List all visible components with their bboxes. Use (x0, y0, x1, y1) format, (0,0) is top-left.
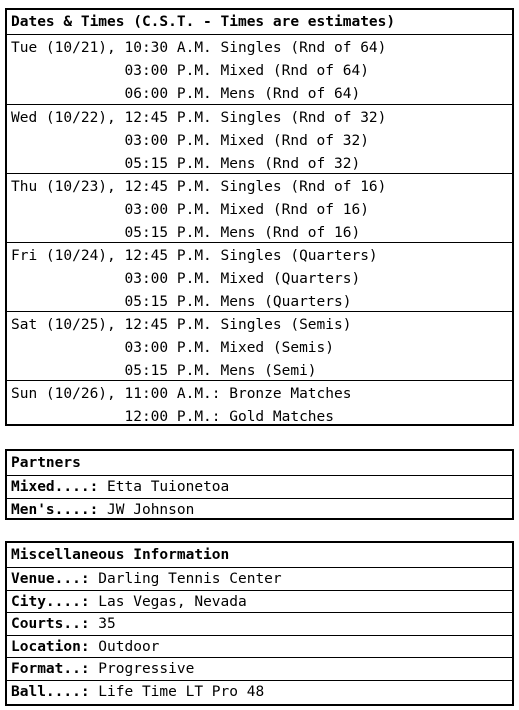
misc-label: Ball....: (11, 683, 90, 700)
partner-label: Men's....: (11, 501, 99, 518)
misc-label: Format..: (11, 661, 90, 677)
misc-row-ball (7, 681, 512, 704)
schedule-line: 12:00 P.M.: Gold Matches (11, 409, 335, 425)
schedule-line: 03:00 P.M. Mixed (Rnd of 32) (11, 133, 369, 149)
misc-label: City....: (11, 593, 90, 610)
misc-value: Darling Tennis Center (89, 571, 282, 587)
misc-row-location (7, 636, 512, 659)
misc-label: Courts..: (11, 616, 90, 632)
partner-value: Etta Tuionetoa (98, 479, 230, 495)
day-group-thu (7, 174, 512, 243)
partner-label: Mixed....: (11, 479, 99, 495)
misc-value: Life Time LT Pro 48 (89, 683, 265, 700)
misc-row-format (7, 658, 512, 681)
schedule-line: Sat (10/25), 12:45 P.M. Singles (Semis) (11, 317, 352, 333)
day-group-wed (7, 105, 512, 174)
day-group-sat (7, 312, 512, 381)
schedule-line: Tue (10/21), 10:30 A.M. Singles (Rnd of 64) (11, 40, 387, 56)
misc-info-table (5, 541, 514, 706)
misc-value: 35 (89, 616, 116, 632)
misc-header: Miscellaneous Information (7, 543, 512, 568)
day-group-sun (7, 381, 512, 425)
schedule-line: 05:15 P.M. Mens (Semi) (11, 363, 317, 379)
misc-label: Location: (11, 638, 90, 655)
schedule-header: Dates & Times (C.S.T. - Times are estimates) (7, 10, 512, 35)
schedule-line: 03:00 P.M. Mixed (Quarters) (11, 271, 361, 287)
misc-row-venue (7, 568, 512, 591)
misc-value: Outdoor (89, 638, 160, 655)
day-group-tue (7, 35, 512, 105)
schedule-line: 03:00 P.M. Mixed (Semis) (11, 340, 335, 356)
schedule-line: 06:00 P.M. Mens (Rnd of 64) (11, 86, 361, 102)
schedule-line: 05:15 P.M. Mens (Quarters) (11, 294, 352, 310)
partners-header: Partners (7, 451, 512, 476)
schedule-table (5, 8, 514, 426)
schedule-line: 05:15 P.M. Mens (Rnd of 16) (11, 225, 361, 241)
misc-row-courts (7, 613, 512, 636)
partner-row-mens (7, 499, 512, 522)
schedule-line: 05:15 P.M. Mens (Rnd of 32) (11, 156, 361, 172)
schedule-line: Wed (10/22), 12:45 P.M. Singles (Rnd of 32) (11, 110, 387, 126)
partner-value: JW Johnson (98, 501, 195, 518)
schedule-line: 03:00 P.M. Mixed (Rnd of 16) (11, 202, 369, 218)
schedule-line: Fri (10/24), 12:45 P.M. Singles (Quarters) (11, 248, 378, 264)
schedule-line: 03:00 P.M. Mixed (Rnd of 64) (11, 63, 369, 79)
misc-row-city (7, 591, 512, 614)
schedule-line: Sun (10/26), 11:00 A.M.: Bronze Matches (11, 386, 352, 402)
misc-value: Progressive (89, 661, 195, 677)
partner-row-mixed (7, 476, 512, 499)
misc-label: Venue...: (11, 571, 90, 587)
day-group-fri (7, 243, 512, 312)
misc-value: Las Vegas, Nevada (89, 593, 247, 610)
schedule-line: Thu (10/23), 12:45 P.M. Singles (Rnd of 16) (11, 179, 387, 195)
partners-table (5, 449, 514, 520)
